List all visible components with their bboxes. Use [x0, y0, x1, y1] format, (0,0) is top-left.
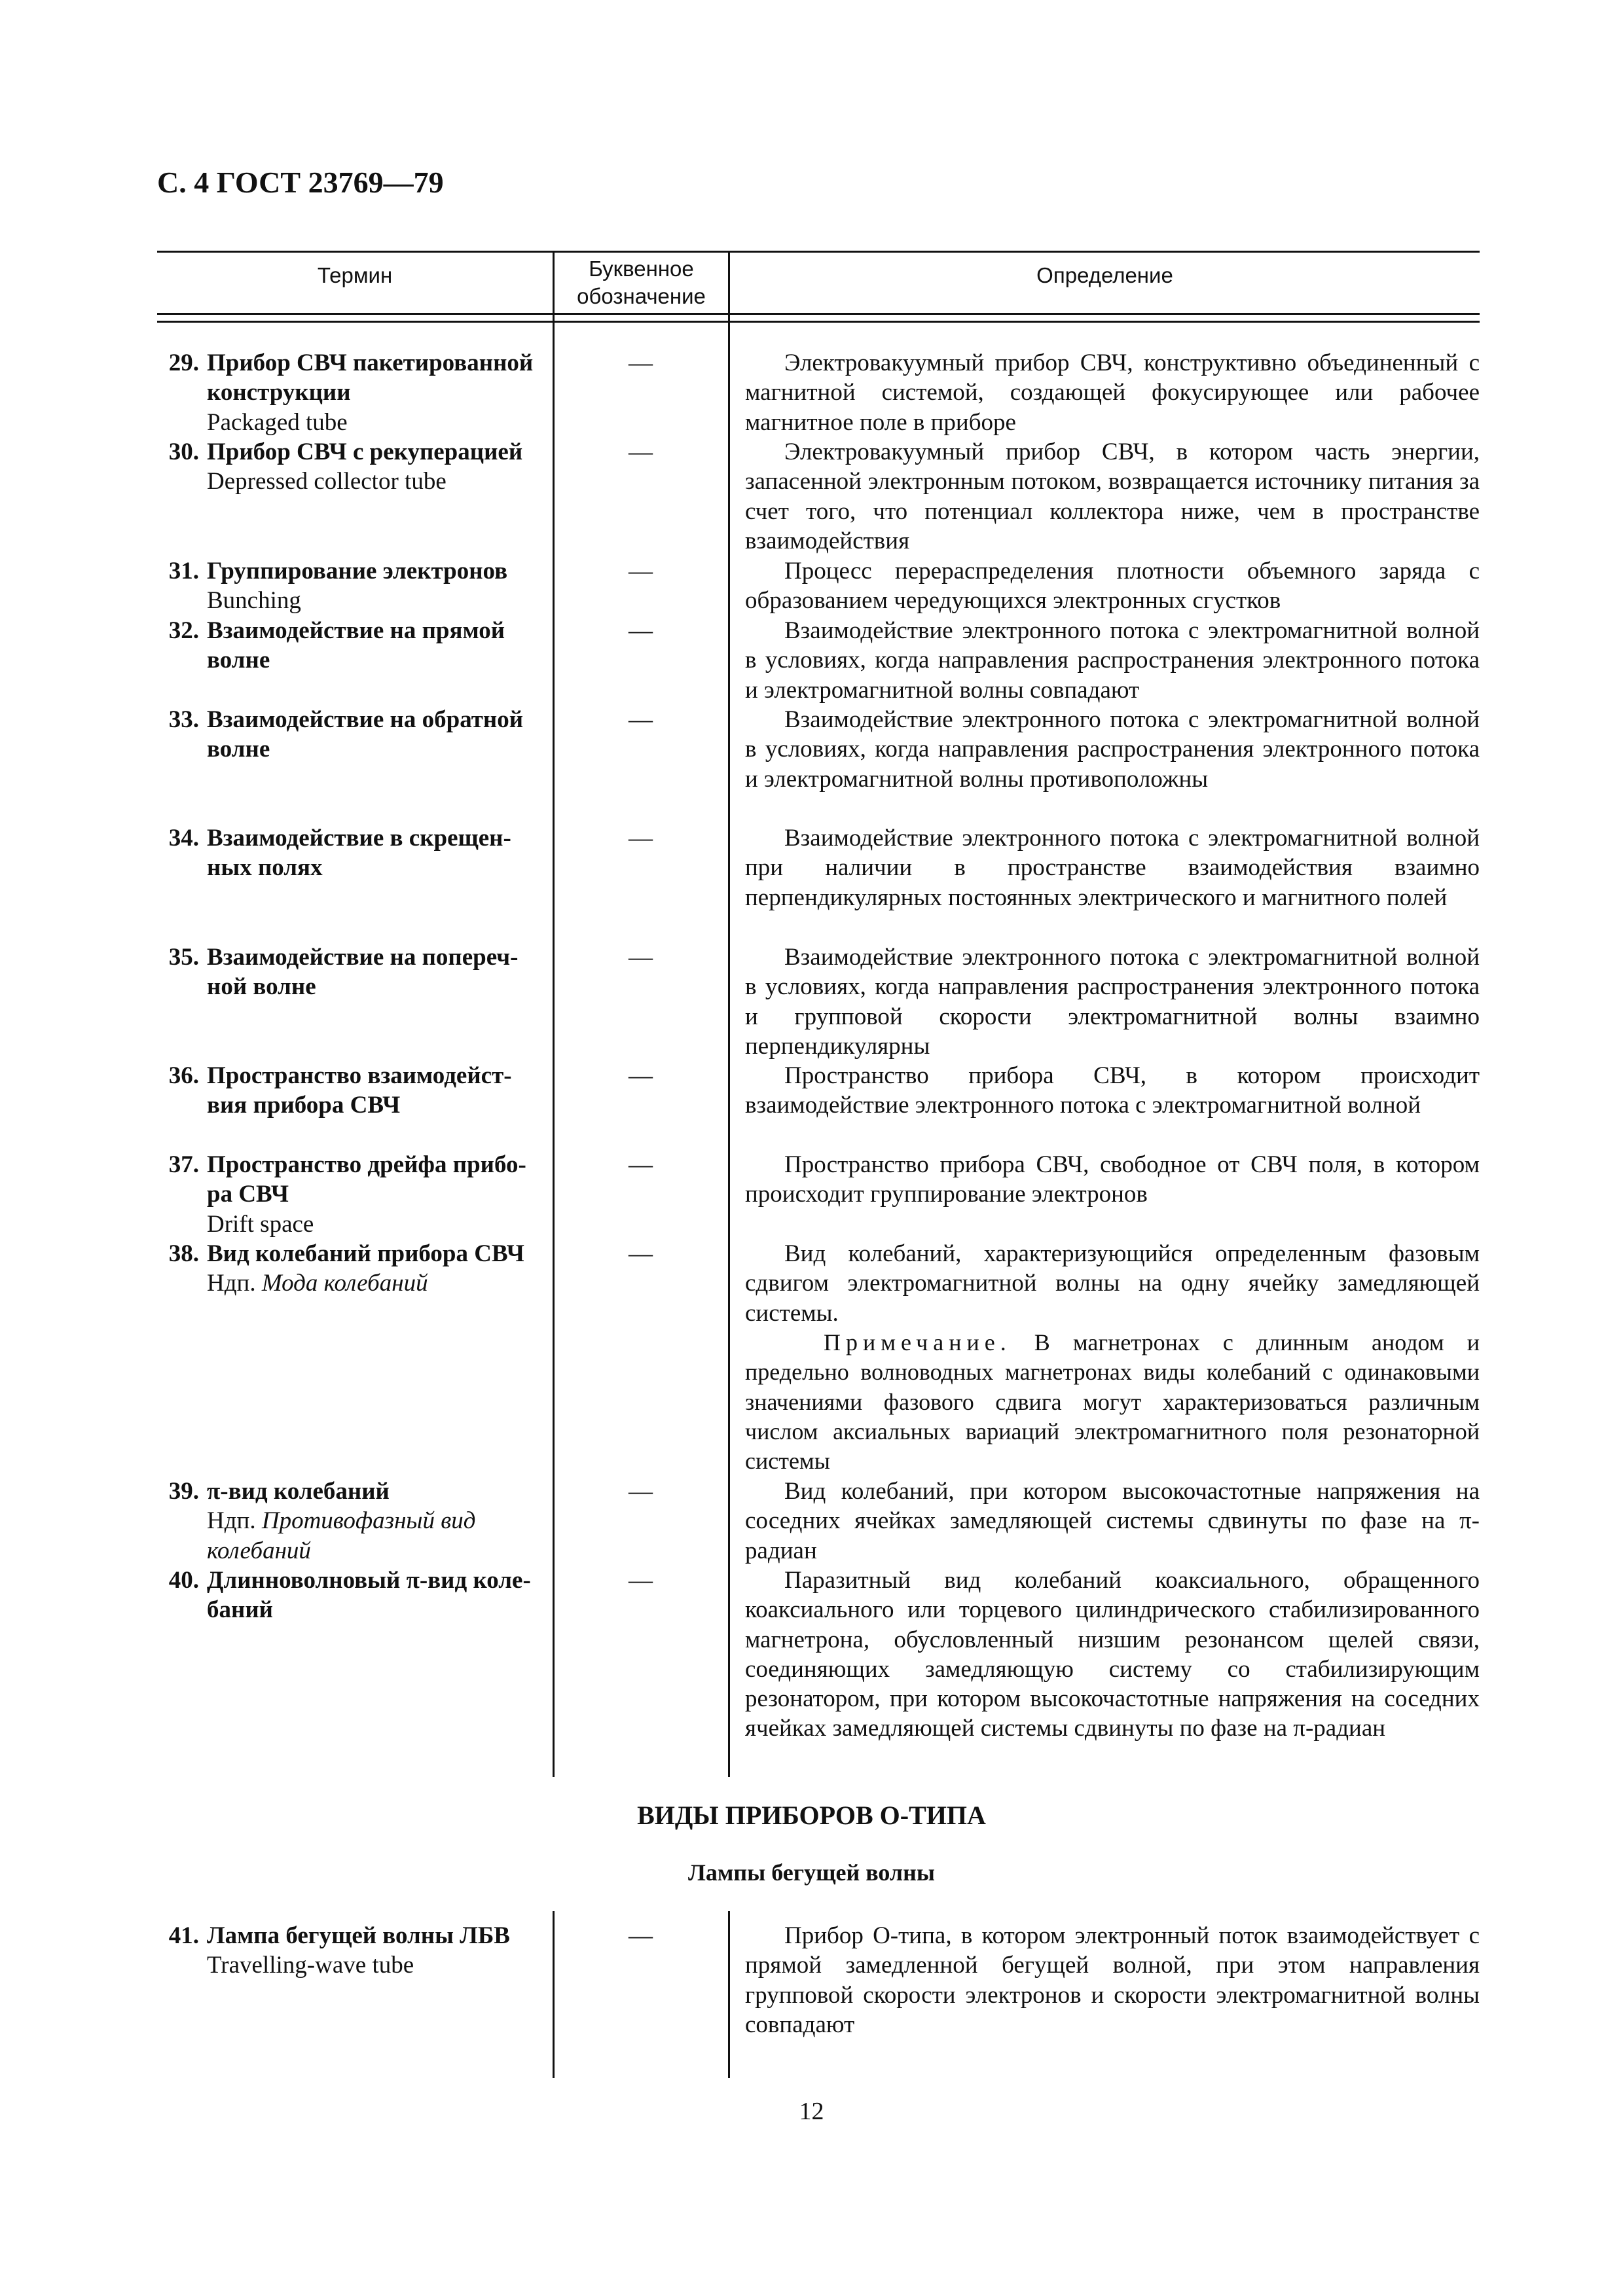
entry-number: 37.: [168, 1151, 199, 1178]
entry-number: 30.: [168, 439, 199, 465]
term-name: ра СВЧ: [207, 1181, 289, 1208]
symbol-dash: —: [629, 350, 653, 376]
note-body: В магнетронах с длинным анодом и предельно волноводных магнетронах виды колебаний с одинаковыми значениями фазового сдвига могут характеризоваться различным числом аксиальных вариаций электромагнитного поля резонаторной системы: [745, 1329, 1480, 1475]
section-heading: ВИДЫ ПРИБОРОВ О-ТИПА: [637, 1801, 986, 1830]
term-name: Прибор СВЧ с рекуперацией: [207, 439, 523, 465]
term-name: ной волне: [207, 973, 316, 1001]
symbol-dash: —: [629, 1567, 653, 1594]
symbol-dash: —: [629, 1062, 653, 1089]
definition-text: Пространство прибора СВЧ, в котором происходит взаимодействие электронного потока с электромагнитной волной: [745, 1062, 1480, 1119]
entry-number: 38.: [168, 1240, 199, 1267]
term-name: ных полях: [207, 854, 323, 882]
symbol-dash: —: [629, 1922, 653, 1949]
term-name: Пространство дрейфа прибо-: [207, 1151, 526, 1178]
term-name: Взаимодействие в скрещен-: [207, 825, 511, 852]
term-name: π-вид колебаний: [207, 1478, 390, 1505]
term-name: баний: [207, 1596, 273, 1624]
entry-number: 36.: [168, 1062, 199, 1089]
term-name: Длинноволновый π-вид коле-: [207, 1567, 531, 1594]
entry-number: 34.: [168, 825, 199, 852]
entry-number: 40.: [168, 1567, 199, 1594]
table-header-rule-2: [157, 321, 1480, 323]
table-header-rule-1: [157, 313, 1480, 315]
column-separator: [728, 1911, 730, 2078]
symbol-dash: —: [629, 617, 653, 644]
definition-text: Электровакуумный прибор СВЧ, конструктивно объединенный с магнитной системой, создающей фокусирующее или рабочее магнитное поле в приборе: [745, 350, 1480, 436]
term-entry: [157, 616, 550, 675]
definition-text: Процесс перераспределения плотности объемного заряда с образованием чередующихся электронных сгустков: [745, 558, 1480, 615]
term-english: Packaged tube: [207, 408, 348, 436]
column-header-symbol: [555, 255, 728, 310]
term-name: Взаимодействие на прямой: [207, 617, 505, 644]
term-entry: [157, 556, 550, 616]
entry-number: 33.: [168, 706, 199, 733]
column-header-definition: Определение: [1036, 263, 1173, 287]
ndp-label: Ндп.: [207, 1270, 256, 1297]
term-name: Взаимодействие на обратной: [207, 706, 524, 733]
definition-text: Взаимодействие электронного потока с электромагнитной волной при наличии в пространстве взаимодействия взаимно перпендикулярных постоянных электрического и магнитного полей: [745, 825, 1480, 911]
column-header-symbol-line1: Буквенное: [589, 257, 694, 281]
table-top-rule: [157, 251, 1480, 253]
entry-number: 32.: [168, 617, 199, 644]
term-name: волне: [207, 736, 270, 763]
term-entry: [157, 1477, 550, 1566]
term-name: Пространство взаимодейст-: [207, 1062, 512, 1089]
ndp-term: Противофазный вид колебаний: [207, 1507, 476, 1564]
term-name: Группирование электронов: [207, 558, 508, 584]
term-entry: [157, 1239, 550, 1299]
entry-number: 31.: [168, 558, 199, 584]
entry-number: 35.: [168, 944, 199, 971]
entry-number: 29.: [168, 350, 199, 376]
definition-text: Паразитный вид колебаний коаксиального, обращенного коаксиального или торцевого цилиндрического стабилизированного магнетрона, обусловленный низшим резонансом щелей связи, соединяющих замедляющую систему со стабилизирующим резонатором, при котором высокочастотные напряжения на соседних ячейках замедляющей системы сдвинуты по фазе на π-радиан: [745, 1567, 1480, 1742]
term-english: Drift space: [207, 1210, 314, 1238]
column-separator: [728, 251, 730, 1777]
term-english: Travelling-wave tube: [207, 1952, 414, 1979]
page-number: 12: [799, 2098, 824, 2125]
term-entry: [157, 1061, 550, 1121]
column-header-term: Термин: [317, 263, 393, 287]
definition-text: Электровакуумный прибор СВЧ, в котором часть энергии, запасенной электронным потоком, возвращается источнику питания за счет того, что потенциал коллектора ниже, чем в пространстве взаимодействия: [745, 439, 1480, 554]
entry-number: 41.: [168, 1922, 199, 1949]
definition-text: Вид колебаний, при котором высокочастотные напряжения на соседних ячейках замедляющей системы сдвинуты по фазе на π-радиан: [745, 1478, 1480, 1564]
ndp-label: Ндп.: [207, 1507, 256, 1535]
term-entry: [157, 1921, 550, 1981]
symbol-dash: —: [629, 1478, 653, 1505]
term-name: Лампа бегущей волны ЛБВ: [207, 1922, 510, 1949]
term-entry: [157, 437, 550, 497]
term-name: Взаимодействие на попереч-: [207, 944, 519, 971]
definition-text: Вид колебаний, характеризующийся определенным фазовым сдвигом электромагнитной волны на одну ячейку замедляющей системы.: [745, 1240, 1480, 1327]
column-separator: [553, 1911, 555, 2078]
page-header: С. 4 ГОСТ 23769—79: [157, 166, 444, 199]
definition-text: Прибор О-типа, в котором электронный поток взаимодействует с прямой замедленной бегущей волной, при этом направления групповой скорости электронов и скорости электромагнитной волны совпадают: [745, 1922, 1480, 2038]
entry-number: 39.: [168, 1478, 199, 1505]
definition-text: Взаимодействие электронного потока с электромагнитной волной в условиях, когда направления распространения электронного потока и электромагнитной волны совпадают: [745, 617, 1480, 704]
term-name: конструкции: [207, 379, 351, 406]
term-entry: [157, 942, 550, 1002]
column-separator: [553, 251, 555, 1777]
symbol-dash: —: [629, 825, 653, 852]
symbol-dash: —: [629, 558, 653, 584]
term-name: волне: [207, 647, 270, 674]
definition-text: Взаимодействие электронного потока с электромагнитной волной в условиях, когда направления распространения электронного потока и групповой скорости электромагнитной волны взаимно перпендикулярны: [745, 944, 1480, 1060]
symbol-dash: —: [629, 1151, 653, 1178]
term-entry: [157, 348, 550, 437]
definition-text: Взаимодействие электронного потока с электромагнитной волной в условиях, когда направления распространения электронного потока и электромагнитной волны противоположны: [745, 706, 1480, 793]
term-name: Вид колебаний прибора СВЧ: [207, 1240, 524, 1267]
note-label: Примечание.: [824, 1329, 1012, 1355]
term-entry: [157, 705, 550, 764]
symbol-dash: —: [629, 706, 653, 733]
term-entry: [157, 1150, 550, 1239]
term-english: Bunching: [207, 587, 301, 615]
term-name: Прибор СВЧ пакетированной: [207, 350, 534, 376]
section-subheading: Лампы бегущей волны: [688, 1859, 935, 1886]
term-entry: [157, 823, 550, 883]
column-header-symbol-line2: обозначение: [577, 284, 706, 308]
term-name: вия прибора СВЧ: [207, 1092, 401, 1119]
term-entry: [157, 1566, 550, 1625]
ndp-term: Мода колебаний: [261, 1270, 428, 1297]
symbol-dash: —: [629, 944, 653, 971]
term-english: Depressed collector tube: [207, 468, 447, 495]
note-text: [745, 1328, 1480, 1476]
definition-text: Пространство прибора СВЧ, свободное от СВЧ поля, в котором происходит группирование электронов: [745, 1151, 1480, 1208]
symbol-dash: —: [629, 439, 653, 465]
symbol-dash: —: [629, 1240, 653, 1267]
